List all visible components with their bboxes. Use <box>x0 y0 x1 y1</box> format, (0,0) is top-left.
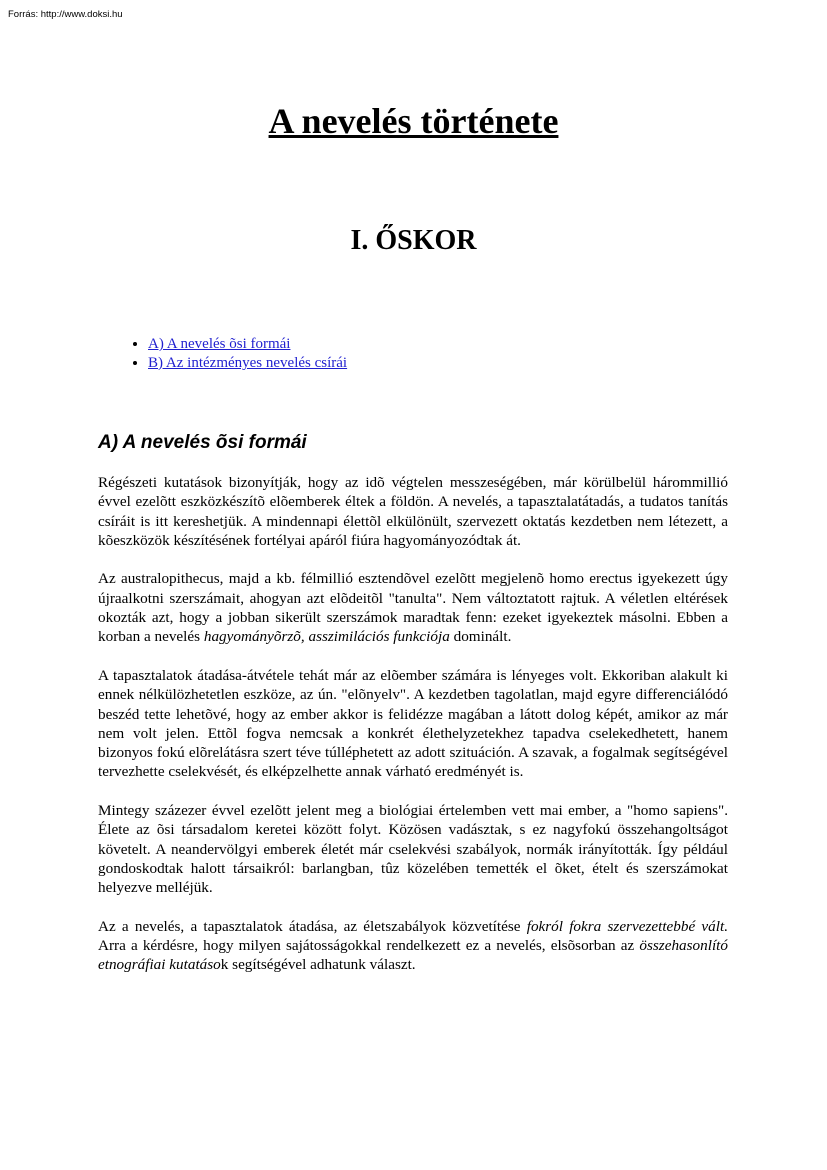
paragraph-5 <box>98 917 728 975</box>
paragraph-5-end: k segítségével adhatunk választ. <box>220 956 416 974</box>
paragraph-5-text: Az a nevelés, a tapasztalatok átadása, az életszabályok közvetítése <box>98 917 527 935</box>
paragraph-1: Régészeti kutatások bizonyítják, hogy az idõ végtelen messzeségében, már körülbelül hárommillió évvel ezelõtt eszközkészítõ elõemberek éltek a földön. A nevelés, a tapasztalatátadás, a tudatos tanítás csíráit is itt kereshetjük. A mindennapi élettõl elkülönült, szervezett oktatás kezdetben nem létezett, a kõeszközök készítésének fortélyai apáról fiúra hagyományozódtak át. <box>98 474 728 549</box>
paragraph-3: A tapasztalatok átadása-átvétele tehát már az elõember számára is lényeges volt. Ekkoriban alakult ki ennek nélkülözhetetlen eszköze, az ún. "elõnyelv". A kezdetben tagolatlan, majd egyre differenciálódó beszéd tette lehetõvé, hogy az ember akkor is felidézze magában a látott dolog képét, amikor az már nem volt jelen. Ettõl fogva nemcsak a konkrét élethelyzetekhez tapadva cselekedhetett, hanem bizonyos fokú elõrelátásra szert téve túlléphetett az adott szituáción. A szavak, a fogalmak segítségével tervezhette cselekvését, és elképzelhette annak várható eredményét is. <box>98 666 728 781</box>
page-title: A nevelés története <box>268 101 559 141</box>
section-heading: A) A nevelés õsi formái <box>98 432 307 453</box>
paragraph-2 <box>98 569 728 646</box>
source-line: Forrás: http://www.doksi.hu <box>8 9 123 20</box>
paragraph-2-text: Az australopithecus, majd a kb. félmillió esztendõvel ezelõtt megjelenõ homo erectus igyekezett úgy újraalkotni szerszámait, ahogyan azt elõdeitõl "tanulta". Nem változtatott rajtuk. A véletlen eltérések okozták azt, hogy a jobban sikerült szerszámok maradtak fenn: ezeket igyekeztek másolni. Ebben a korban a nevelés <box>98 570 728 646</box>
toc-link-osi-formai[interactable]: A) A nevelés õsi formái <box>148 336 291 352</box>
toc-item <box>148 335 347 354</box>
paragraph-5-emphasis-2: összehasonlító etnográfiai kutatáso <box>98 937 728 974</box>
paragraph-2-end: dominált. <box>449 628 512 646</box>
chapter-heading: I. ŐSKOR <box>350 225 477 256</box>
paragraph-2-emphasis: hagyományõrzõ, asszimilációs funkciója <box>203 628 450 646</box>
body-text <box>98 473 728 994</box>
toc-item <box>148 354 347 373</box>
table-of-contents <box>98 335 347 373</box>
paragraph-5-middle: Arra a kérdésre, hogy milyen sajátosságokkal rendelkezett ez a nevelés, elsõsorban az <box>98 937 640 955</box>
paragraph-5-emphasis: fokról fokra szervezettebbé vált. <box>526 917 728 935</box>
toc-link-intezmenyes-nevels[interactable]: B) Az intézményes nevelés csírái <box>148 355 348 371</box>
paragraph-4: Mintegy százezer évvel ezelõtt jelent meg a biológiai értelemben vett mai ember, a "homo sapiens". Élete az õsi társadalom keretei között folyt. Közösen vadásztak, s ez nagyfokú összehangoltságot követelt. A neandervölgyi emberek életét már cselekvési szabályok, normák irányították. Így például gondoskodtak halott társaikról: barlangban, tûz közelében temették el õket, ételt és szerszámokat helyezve melléjük. <box>98 802 728 897</box>
